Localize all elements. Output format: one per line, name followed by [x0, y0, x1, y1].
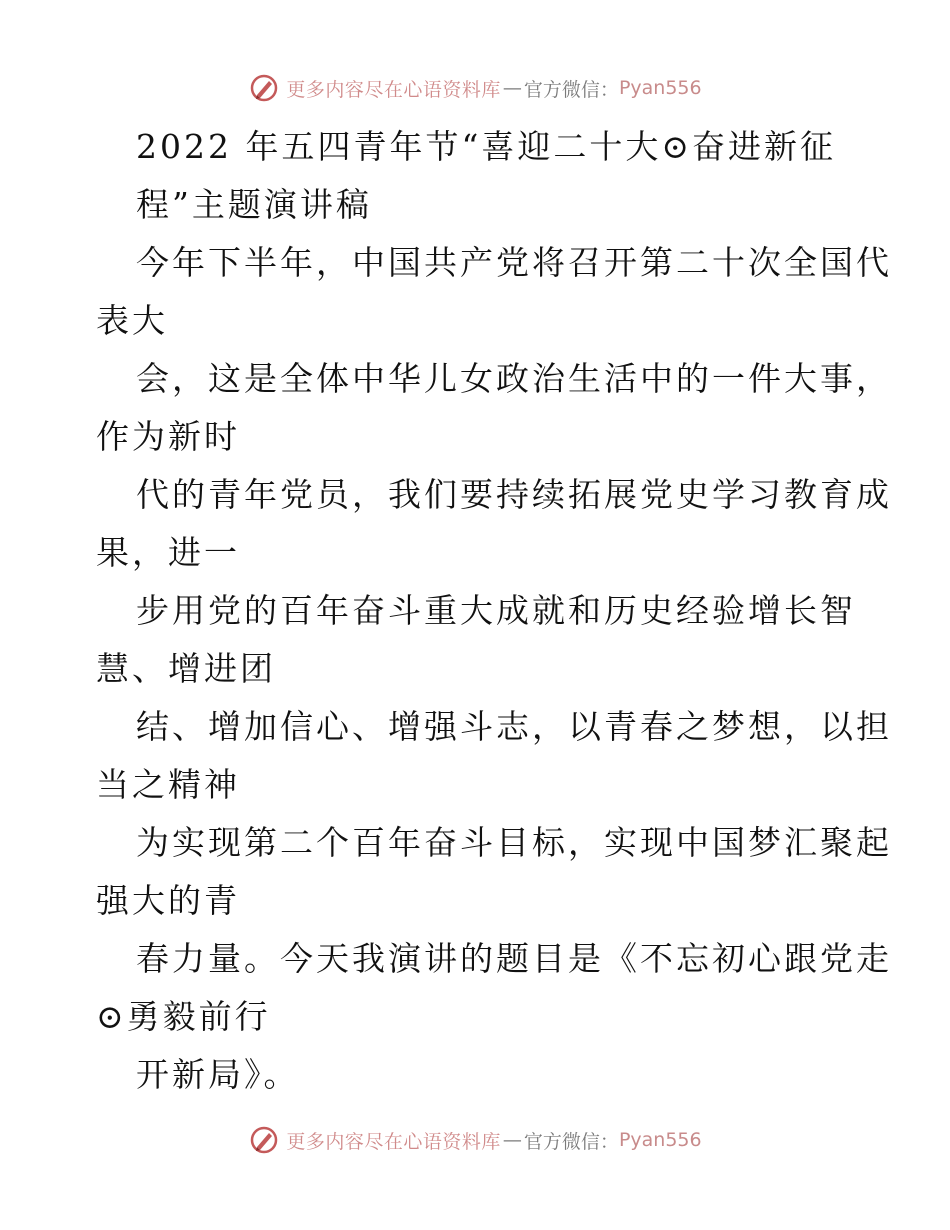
watermark-brand: 更多内容尽在心语资料库 [286, 78, 501, 101]
watermark-separator: — [502, 1129, 522, 1151]
body-line: 果，进一 [96, 533, 240, 572]
body-line: 会，这是全体中华儿女政治生活中的一件大事， [136, 359, 892, 398]
body-line: 慧、增进团 [96, 649, 276, 688]
pen-logo-icon [248, 72, 280, 104]
body-line: 表大 [96, 301, 168, 340]
pen-logo-icon [248, 1124, 280, 1156]
body-line: 代的青年党员，我们要持续拓展党史学习教育成 [136, 475, 892, 514]
body-line: ⊙勇毅前行 [96, 997, 271, 1036]
title-line-2: 程”主题演讲稿 [136, 185, 372, 224]
body-line: 春力量。今天我演讲的题目是《不忘初心跟党走 [136, 939, 892, 978]
watermark-sub: 官方微信： [523, 78, 619, 101]
body-line: 作为新时 [96, 417, 240, 456]
header-watermark [0, 72, 950, 104]
body-line: 今年下半年，中国共产党将召开第二十次全国代 [136, 243, 892, 282]
body-line: 强大的青 [96, 881, 240, 920]
title-line-1: 2022 年五四青年节“喜迎二十大⊙奋进新征 [136, 127, 836, 166]
body-line: 当之精神 [96, 765, 240, 804]
watermark-brand: 更多内容尽在心语资料库 [286, 1130, 501, 1153]
body-line: 结、增加信心、增强斗志，以青春之梦想，以担 [136, 707, 892, 746]
body-line: 步用党的百年奋斗重大成就和历史经验增长智 [136, 591, 856, 630]
body-line: 开新局》。 [136, 1055, 300, 1094]
footer-watermark [0, 1124, 950, 1156]
body-line: 为实现第二个百年奋斗目标，实现中国梦汇聚起 [136, 823, 892, 862]
watermark-sub: 官方微信： [523, 1130, 619, 1153]
watermark-id: Pyan556 [618, 77, 702, 99]
watermark-separator: — [502, 77, 522, 99]
document-body [96, 118, 892, 1104]
watermark-id: Pyan556 [618, 1129, 702, 1151]
